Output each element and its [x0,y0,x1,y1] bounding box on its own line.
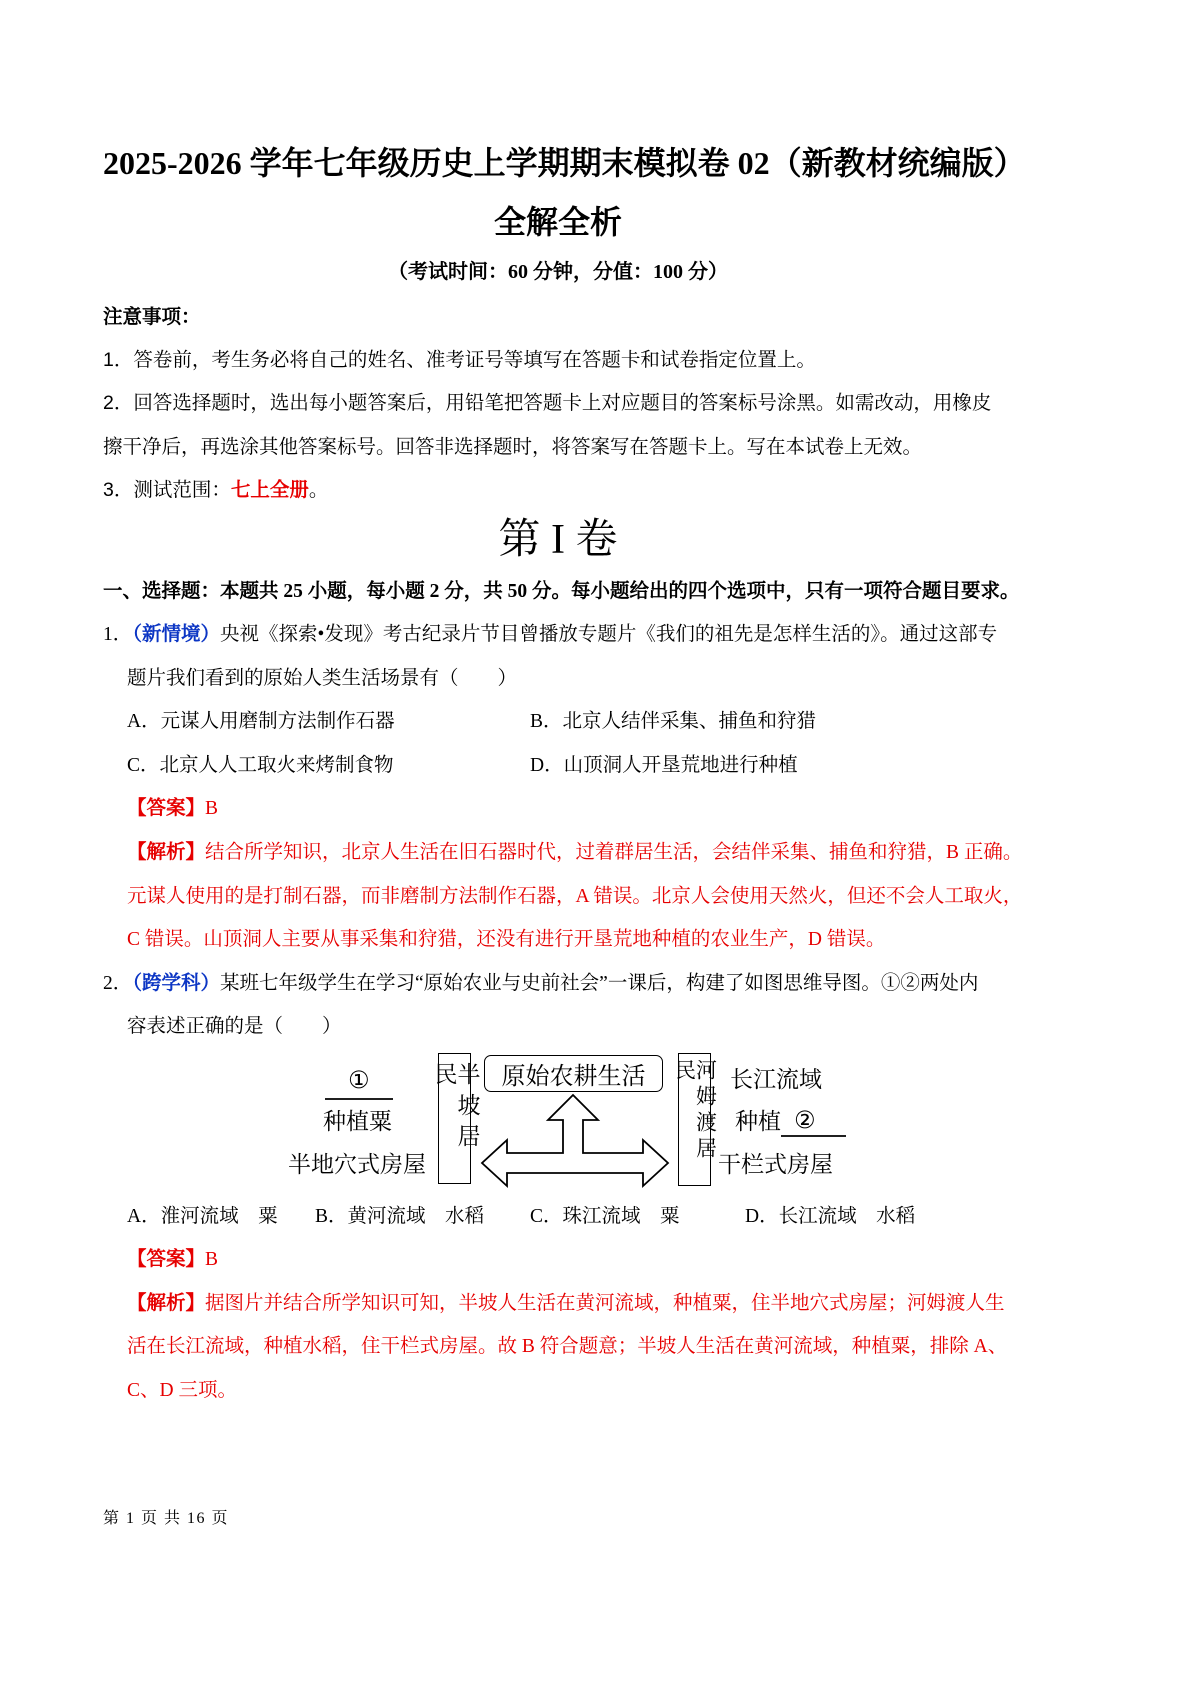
notice-item-2-line-2: 擦干净后，再选涂其他答案标号。回答非选择题时，将答案写在答题卡上。写在本试卷上无效。 [103,436,923,458]
blank-1-marker: ① [348,1066,370,1094]
notice-item-1: 1．答卷前，考生务必将自己的姓名、准考证号等填写在答题卡和试卷指定位置上。 [103,349,816,371]
question-tag: （跨学科） [132,973,221,994]
exam-info: （考试时间：60 分钟，分值：100 分） [388,261,728,283]
question-2-analysis-line-1 [127,1289,1005,1319]
question-2-stem-line-1 [103,969,978,999]
question-2-stem-line-2: 容表述正确的是（ ） [127,1016,342,1037]
question-1-analysis-line-3: C 错误。山顶洞人主要从事采集和狩猎，还没有进行开垦荒地种植的农业生产，D 错误。 [127,929,886,950]
hemudu-residents-label: 河姆渡居民 [672,1059,718,1163]
analysis-label: 【解析】 [127,1293,206,1314]
question-1-option-c: C．北京人人工取火来烤制食物 [127,755,394,776]
question-1-answer [127,794,218,824]
right-crop-prefix: 种植 [735,1109,781,1135]
question-1-stem-line-1 [103,620,997,650]
analysis-text: 结合所学知识，北京人生活在旧石器时代，过着群居生活，会结伴采集、捕鱼和狩猎，B 正确。 [205,842,1023,863]
question-2-analysis-line-2: 活在长江流域，种植水稻，住干栏式房屋。故 B 符合题意；半坡人生活在黄河流域，种植粟，排除 A、 [127,1336,1008,1357]
question-number: 2． [103,973,133,994]
document-subtitle: 全解全析 [493,204,622,240]
notice-item-3 [103,475,328,505]
t-shaped-arrow [482,1095,668,1186]
question-2-option-a: A．淮河流域 粟 [127,1206,278,1227]
section-title: 第 I 卷 [498,517,618,563]
answer-label: 【答案】 [127,1249,206,1270]
question-2-answer [127,1245,218,1275]
page-number: 第 1 页 共 16 页 [103,1510,230,1527]
banpo-residents-label: 半坡居民 [430,1062,480,1155]
answer-value: B [205,1249,219,1270]
question-1-option-a: A．元谋人用磨制方法制作石器 [127,711,395,732]
right-region-label: 长江流域 [730,1067,822,1093]
question-1-analysis-line-1 [127,838,1022,868]
question-2-analysis-line-3: C、D 三项。 [127,1380,237,1401]
question-number: 1． [103,624,133,645]
notice-item-3-label: 3．测试范围： [103,479,231,501]
question-1-option-d: D．山顶洞人开垦荒地进行种植 [530,755,798,776]
question-2-option-b: B．黄河流域 水稻 [315,1206,485,1227]
test-scope: 七上全册 [230,479,309,501]
primitive-farming-label: 原始农耕生活 [501,1062,646,1090]
left-house-label: 半地穴式房屋 [288,1152,426,1178]
question-stem: 某班七年级学生在学习“原始农业与史前社会”一课后，构建了如图思维导图。①②两处内 [220,973,979,994]
notice-item-3-suffix: 。 [308,479,329,501]
question-stem: 央视《探索•发现》考古纪录片节目曾播放专题片《我们的祖先是怎样生活的》。通过这部专 [220,624,998,645]
question-2-option-c: C．珠江流域 粟 [530,1206,680,1227]
notice-heading: 注意事项： [103,306,201,328]
question-tag: （新情境） [132,624,221,645]
primitive-farming-box [484,1055,663,1092]
left-crop-label: 种植粟 [323,1109,392,1135]
right-house-label: 干栏式房屋 [718,1152,833,1178]
question-1-option-b: B．北京人结伴采集、捕鱼和狩猎 [530,711,817,732]
hemudu-residents-box [672,1053,718,1186]
question-2-option-d: D．长江流域 水稻 [745,1206,916,1227]
notice-item-2-line-1: 2．回答选择题时，选出每小题答案后，用铅笔把答题卡上对应题目的答案标号涂黑。如需改动，用橡皮 [103,392,992,414]
part-title: 一、选择题：本题共 25 小题，每小题 2 分，共 50 分。每小题给出的四个选项中，只有一项符合题目要求。 [103,581,1020,602]
banpo-residents-box [430,1053,480,1184]
question-1-analysis-line-2: 元谋人使用的是打制石器，而非磨制方法制作石器，A 错误。北京人会使用天然火，但还不会人工取火， [127,886,1023,907]
blank-2-marker: ② [794,1106,816,1134]
answer-label: 【答案】 [127,798,206,819]
answer-value: B [205,798,219,819]
analysis-label: 【解析】 [127,842,206,863]
question-1-stem-line-2: 题片我们看到的原始人类生活场景有（ ） [127,668,518,689]
analysis-text: 据图片并结合所学知识可知，半坡人生活在黄河流域，种植粟，住半地穴式房屋；河姆渡人生 [205,1293,1005,1314]
document-title: 2025-2026 学年七年级历史上学期期末模拟卷 02（新教材统编版） [103,145,1026,181]
